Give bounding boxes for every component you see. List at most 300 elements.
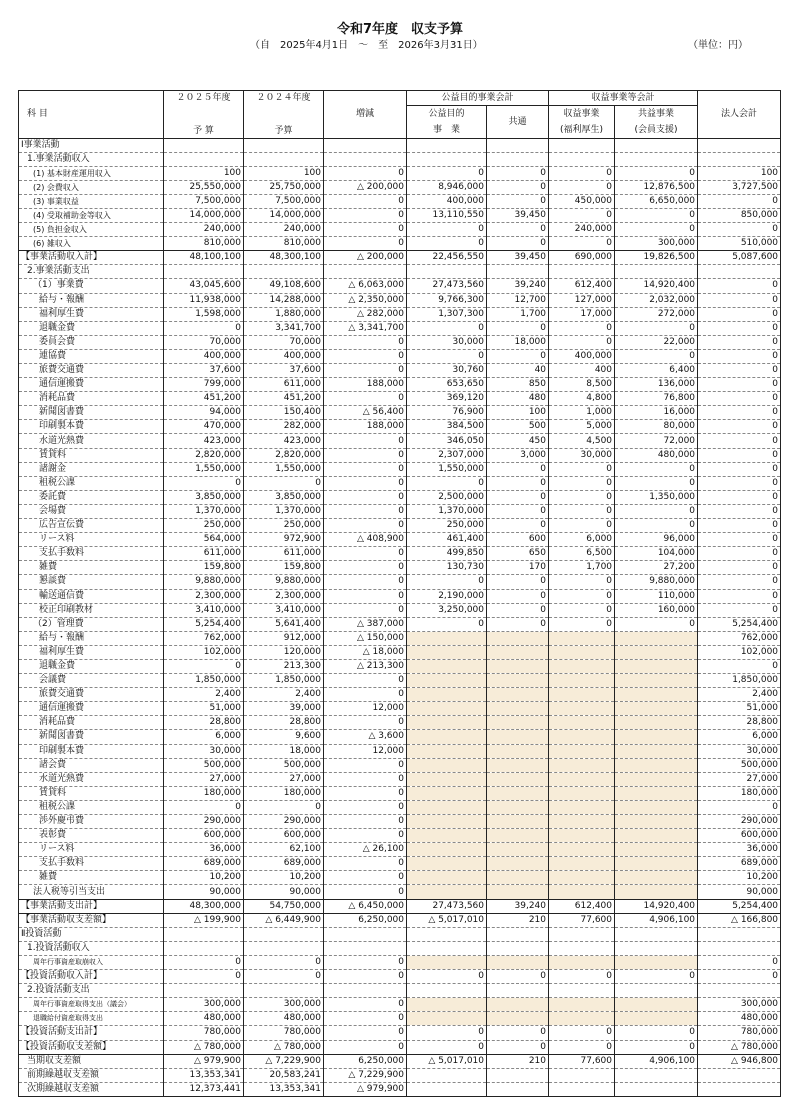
common-cell: [487, 152, 549, 166]
corporate-cell: 1,850,000: [698, 674, 781, 688]
profit-business-cell: 8,500: [549, 378, 615, 392]
corporate-cell: 100: [698, 166, 781, 180]
public-business-cell: 27,473,560: [407, 279, 487, 293]
public-business-cell: 0: [407, 970, 487, 984]
table-row: [19, 561, 781, 575]
table-row: [19, 1068, 781, 1082]
corporate-cell: [698, 1082, 781, 1096]
common-cell: [487, 659, 549, 673]
corporate-cell: 0: [698, 335, 781, 349]
public-business-cell: 8,946,000: [407, 180, 487, 194]
public-business-cell: [407, 829, 487, 843]
budget-2025-cell: 762,000: [164, 631, 244, 645]
public-business-cell: 130,730: [407, 561, 487, 575]
corporate-cell: 28,800: [698, 716, 781, 730]
table-row: [19, 984, 781, 998]
budget-2024-cell: 611,000: [244, 547, 324, 561]
difference-cell: 0: [324, 575, 407, 589]
table-row: [19, 885, 781, 899]
public-business-cell: 2,190,000: [407, 589, 487, 603]
difference-cell: △ 18,000: [324, 645, 407, 659]
public-business-cell: 1,370,000: [407, 504, 487, 518]
row-label: 福利厚生費: [19, 645, 164, 659]
difference-cell: 0: [324, 786, 407, 800]
table-row: [19, 533, 781, 547]
profit-business-cell: 0: [549, 335, 615, 349]
table-row: [19, 1026, 781, 1040]
row-label: 新聞図書費: [19, 730, 164, 744]
mutual-business-cell: 0: [615, 349, 698, 363]
table-row: [19, 702, 781, 716]
public-business-cell: 0: [407, 321, 487, 335]
budget-2024-cell: 18,000: [244, 744, 324, 758]
corporate-cell: 850,000: [698, 208, 781, 222]
table-row: [19, 631, 781, 645]
common-cell: [487, 744, 549, 758]
table-row: [19, 406, 781, 420]
table-row: [19, 378, 781, 392]
header-subject: 科 目: [19, 91, 164, 139]
profit-business-cell: 30,000: [549, 448, 615, 462]
public-business-cell: [407, 815, 487, 829]
difference-cell: 0: [324, 392, 407, 406]
difference-cell: △ 7,229,900: [324, 1068, 407, 1082]
mutual-business-cell: [615, 1082, 698, 1096]
common-cell: 18,000: [487, 335, 549, 349]
difference-cell: △ 200,000: [324, 180, 407, 194]
common-cell: 39,450: [487, 208, 549, 222]
common-cell: 0: [487, 1026, 549, 1040]
public-business-cell: [407, 631, 487, 645]
profit-business-cell: [549, 829, 615, 843]
corporate-cell: 3,727,500: [698, 180, 781, 194]
budget-2025-cell: 3,410,000: [164, 603, 244, 617]
common-cell: 0: [487, 321, 549, 335]
mutual-business-cell: 480,000: [615, 448, 698, 462]
corporate-cell: 0: [698, 970, 781, 984]
header-public-group: 公益目的事業会計: [407, 91, 549, 106]
common-cell: 100: [487, 406, 549, 420]
difference-cell: △ 408,900: [324, 533, 407, 547]
corporate-cell: 102,000: [698, 645, 781, 659]
corporate-cell: 2,400: [698, 688, 781, 702]
mutual-business-cell: [615, 885, 698, 899]
profit-business-cell: 77,600: [549, 913, 615, 927]
mutual-business-cell: 0: [615, 223, 698, 237]
table-row: [19, 237, 781, 251]
budget-2024-cell: 28,800: [244, 716, 324, 730]
mutual-business-cell: [615, 659, 698, 673]
budget-2025-cell: 689,000: [164, 857, 244, 871]
corporate-cell: 51,000: [698, 702, 781, 716]
public-business-cell: [407, 955, 487, 969]
public-business-cell: [407, 857, 487, 871]
profit-business-cell: [549, 730, 615, 744]
difference-cell: 0: [324, 223, 407, 237]
common-cell: 3,000: [487, 448, 549, 462]
difference-cell: 0: [324, 998, 407, 1012]
difference-cell: 0: [324, 237, 407, 251]
budget-2025-cell: [164, 941, 244, 955]
header-profit-business-sub: (福利厚生): [549, 122, 615, 138]
table-row: [19, 871, 781, 885]
corporate-cell: 762,000: [698, 631, 781, 645]
row-label: 2.事業活動支出: [19, 265, 164, 279]
common-cell: 0: [487, 223, 549, 237]
budget-2025-cell: 2,300,000: [164, 589, 244, 603]
profit-business-cell: [549, 871, 615, 885]
common-cell: [487, 815, 549, 829]
public-business-cell: 384,500: [407, 420, 487, 434]
corporate-cell: 300,000: [698, 998, 781, 1012]
table-row: [19, 434, 781, 448]
difference-cell: 0: [324, 1012, 407, 1026]
corporate-cell: 27,000: [698, 772, 781, 786]
budget-2025-cell: 94,000: [164, 406, 244, 420]
profit-business-cell: 0: [549, 504, 615, 518]
budget-2025-cell: 470,000: [164, 420, 244, 434]
common-cell: [487, 674, 549, 688]
table-row: [19, 645, 781, 659]
corporate-cell: 0: [698, 349, 781, 363]
mutual-business-cell: 0: [615, 166, 698, 180]
corporate-cell: 6,000: [698, 730, 781, 744]
budget-2024-cell: 300,000: [244, 998, 324, 1012]
row-label: 表彰費: [19, 829, 164, 843]
public-business-cell: 0: [407, 349, 487, 363]
row-label: 退職給付資産取得支出: [19, 1012, 164, 1026]
row-label: 校正印刷教材: [19, 603, 164, 617]
budget-2025-cell: 0: [164, 476, 244, 490]
mutual-business-cell: [615, 829, 698, 843]
mutual-business-cell: 0: [615, 519, 698, 533]
public-business-cell: 2,307,000: [407, 448, 487, 462]
common-cell: 600: [487, 533, 549, 547]
corporate-cell: 0: [698, 321, 781, 335]
mutual-business-cell: [615, 645, 698, 659]
budget-2024-cell: 9,600: [244, 730, 324, 744]
common-cell: [487, 885, 549, 899]
public-business-cell: 0: [407, 223, 487, 237]
profit-business-cell: 0: [549, 603, 615, 617]
mutual-business-cell: [615, 1068, 698, 1082]
corporate-cell: 0: [698, 434, 781, 448]
profit-business-cell: [549, 772, 615, 786]
row-label: 雑費: [19, 871, 164, 885]
corporate-cell: 0: [698, 392, 781, 406]
budget-2025-cell: 28,800: [164, 716, 244, 730]
budget-2024-cell: 3,410,000: [244, 603, 324, 617]
mutual-business-cell: [615, 772, 698, 786]
budget-2025-cell: 400,000: [164, 349, 244, 363]
mutual-business-cell: 27,200: [615, 561, 698, 575]
profit-business-cell: 0: [549, 1040, 615, 1054]
mutual-business-cell: [615, 955, 698, 969]
profit-business-cell: [549, 631, 615, 645]
header-2024-budget: 予算: [244, 106, 324, 139]
mutual-business-cell: 0: [615, 321, 698, 335]
profit-business-cell: [549, 1082, 615, 1096]
public-business-cell: [407, 265, 487, 279]
mutual-business-cell: 12,876,500: [615, 180, 698, 194]
profit-business-cell: [549, 265, 615, 279]
table-row: [19, 152, 781, 166]
public-business-cell: 461,400: [407, 533, 487, 547]
budget-2024-cell: 54,750,000: [244, 899, 324, 913]
budget-2024-cell: 25,750,000: [244, 180, 324, 194]
budget-2024-cell: 480,000: [244, 1012, 324, 1026]
budget-2024-cell: [244, 941, 324, 955]
difference-cell: 12,000: [324, 744, 407, 758]
common-cell: 0: [487, 237, 549, 251]
budget-2024-cell: 1,850,000: [244, 674, 324, 688]
corporate-cell: 500,000: [698, 758, 781, 772]
mutual-business-cell: 4,906,100: [615, 913, 698, 927]
row-label: 退職金費: [19, 659, 164, 673]
profit-business-cell: [549, 998, 615, 1012]
fiscal-period: （自 2025年4月1日 ～ 至 2026年3月31日）: [250, 40, 483, 51]
budget-2025-cell: 3,850,000: [164, 490, 244, 504]
row-label: 1.投資活動収入: [19, 941, 164, 955]
row-label: 諸会費: [19, 758, 164, 772]
common-cell: 0: [487, 194, 549, 208]
public-business-cell: [407, 702, 487, 716]
header-mutual-business: 共益事業: [615, 106, 698, 122]
corporate-cell: [698, 265, 781, 279]
table-row: [19, 730, 781, 744]
row-label: 2.投資活動支出: [19, 984, 164, 998]
row-label: （2）管理費: [19, 617, 164, 631]
corporate-cell: 0: [698, 490, 781, 504]
budget-2025-cell: 2,400: [164, 688, 244, 702]
common-cell: 0: [487, 490, 549, 504]
budget-2024-cell: 0: [244, 476, 324, 490]
row-label: 旅費交通費: [19, 688, 164, 702]
mutual-business-cell: 76,800: [615, 392, 698, 406]
common-cell: [487, 871, 549, 885]
row-label: 周年行事資産取崩収入: [19, 955, 164, 969]
budget-2024-cell: △ 7,229,900: [244, 1054, 324, 1068]
common-cell: 0: [487, 180, 549, 194]
corporate-cell: 0: [698, 476, 781, 490]
budget-2024-cell: [244, 152, 324, 166]
budget-2025-cell: 0: [164, 659, 244, 673]
public-business-cell: 76,900: [407, 406, 487, 420]
difference-cell: 188,000: [324, 378, 407, 392]
table-row: [19, 575, 781, 589]
table-row: [19, 166, 781, 180]
common-cell: [487, 1068, 549, 1082]
corporate-cell: 510,000: [698, 237, 781, 251]
budget-2024-cell: 240,000: [244, 223, 324, 237]
budget-2024-cell: 70,000: [244, 335, 324, 349]
difference-cell: 0: [324, 208, 407, 222]
budget-2025-cell: 1,370,000: [164, 504, 244, 518]
difference-cell: △ 6,063,000: [324, 279, 407, 293]
difference-cell: 0: [324, 815, 407, 829]
difference-cell: 0: [324, 970, 407, 984]
budget-2025-cell: 30,000: [164, 744, 244, 758]
common-cell: [487, 955, 549, 969]
corporate-cell: 0: [698, 519, 781, 533]
profit-business-cell: 0: [549, 208, 615, 222]
budget-2024-cell: 159,800: [244, 561, 324, 575]
budget-2024-cell: 3,341,700: [244, 321, 324, 335]
public-business-cell: [407, 1012, 487, 1026]
budget-2025-cell: 70,000: [164, 335, 244, 349]
table-row: [19, 857, 781, 871]
table-row: [19, 674, 781, 688]
public-business-cell: [407, 786, 487, 800]
corporate-cell: [698, 941, 781, 955]
common-cell: [487, 786, 549, 800]
corporate-cell: 0: [698, 800, 781, 814]
row-label: 消耗品費: [19, 716, 164, 730]
mutual-business-cell: 300,000: [615, 237, 698, 251]
row-label: 【投資活動収入計】: [19, 970, 164, 984]
budget-2024-cell: 912,000: [244, 631, 324, 645]
corporate-cell: △ 166,800: [698, 913, 781, 927]
corporate-cell: 600,000: [698, 829, 781, 843]
difference-cell: 12,000: [324, 702, 407, 716]
common-cell: 1,700: [487, 307, 549, 321]
public-business-cell: [407, 716, 487, 730]
corporate-cell: 0: [698, 307, 781, 321]
budget-2025-cell: 564,000: [164, 533, 244, 547]
difference-cell: 0: [324, 476, 407, 490]
budget-2024-cell: [244, 927, 324, 941]
budget-2025-cell: 1,598,000: [164, 307, 244, 321]
budget-2024-cell: 150,400: [244, 406, 324, 420]
public-business-cell: [407, 744, 487, 758]
budget-2024-cell: 100: [244, 166, 324, 180]
row-label: 支払手数料: [19, 547, 164, 561]
budget-2024-cell: 14,000,000: [244, 208, 324, 222]
public-business-cell: [407, 998, 487, 1012]
profit-business-cell: [549, 857, 615, 871]
profit-business-cell: [549, 688, 615, 702]
table-row: [19, 547, 781, 561]
row-label: 前期繰越収支差額: [19, 1068, 164, 1082]
public-business-cell: 9,766,300: [407, 293, 487, 307]
row-label: (2) 会費収入: [19, 180, 164, 194]
corporate-cell: [698, 927, 781, 941]
mutual-business-cell: [615, 688, 698, 702]
profit-business-cell: 6,500: [549, 547, 615, 561]
header-public-business-sub: 事 業: [407, 122, 487, 138]
mutual-business-cell: 4,906,100: [615, 1054, 698, 1068]
difference-cell: 0: [324, 1040, 407, 1054]
common-cell: 39,240: [487, 279, 549, 293]
difference-cell: 0: [324, 547, 407, 561]
budget-2025-cell: 6,000: [164, 730, 244, 744]
budget-2025-cell: 0: [164, 800, 244, 814]
budget-2024-cell: 400,000: [244, 349, 324, 363]
mutual-business-cell: 0: [615, 1040, 698, 1054]
budget-2025-cell: 799,000: [164, 378, 244, 392]
mutual-business-cell: [615, 800, 698, 814]
budget-2025-cell: 451,200: [164, 392, 244, 406]
budget-2024-cell: 9,880,000: [244, 575, 324, 589]
budget-2025-cell: [164, 152, 244, 166]
difference-cell: 0: [324, 688, 407, 702]
mutual-business-cell: 22,000: [615, 335, 698, 349]
corporate-cell: 5,254,400: [698, 617, 781, 631]
mutual-business-cell: 0: [615, 208, 698, 222]
profit-business-cell: 0: [549, 617, 615, 631]
profit-business-cell: [549, 1012, 615, 1026]
difference-cell: 0: [324, 857, 407, 871]
common-cell: 0: [487, 970, 549, 984]
common-cell: 170: [487, 561, 549, 575]
budget-2025-cell: 36,000: [164, 843, 244, 857]
budget-2024-cell: 810,000: [244, 237, 324, 251]
common-cell: [487, 645, 549, 659]
mutual-business-cell: 96,000: [615, 533, 698, 547]
difference-cell: 0: [324, 349, 407, 363]
corporate-cell: 10,200: [698, 871, 781, 885]
profit-business-cell: [549, 758, 615, 772]
profit-business-cell: 0: [549, 1026, 615, 1040]
common-cell: 210: [487, 913, 549, 927]
corporate-cell: △ 780,000: [698, 1040, 781, 1054]
common-cell: [487, 702, 549, 716]
row-label: 諸謝金: [19, 462, 164, 476]
common-cell: [487, 758, 549, 772]
row-label: 消耗品費: [19, 392, 164, 406]
common-cell: 39,240: [487, 899, 549, 913]
budget-2024-cell: 1,550,000: [244, 462, 324, 476]
mutual-business-cell: [615, 786, 698, 800]
row-label: 賃貸料: [19, 786, 164, 800]
mutual-business-cell: 9,880,000: [615, 575, 698, 589]
table-row: [19, 617, 781, 631]
difference-cell: [324, 152, 407, 166]
budget-2024-cell: 780,000: [244, 1026, 324, 1040]
corporate-cell: 0: [698, 561, 781, 575]
common-cell: [487, 730, 549, 744]
difference-cell: 0: [324, 519, 407, 533]
difference-cell: [324, 941, 407, 955]
profit-business-cell: 6,000: [549, 533, 615, 547]
budget-2025-cell: △ 780,000: [164, 1040, 244, 1054]
corporate-cell: 36,000: [698, 843, 781, 857]
budget-2025-cell: 27,000: [164, 772, 244, 786]
profit-business-cell: 77,600: [549, 1054, 615, 1068]
profit-business-cell: [549, 702, 615, 716]
common-cell: 0: [487, 589, 549, 603]
difference-cell: 0: [324, 194, 407, 208]
budget-2025-cell: 100: [164, 166, 244, 180]
difference-cell: 0: [324, 1026, 407, 1040]
common-cell: [487, 688, 549, 702]
difference-cell: △ 150,000: [324, 631, 407, 645]
budget-2025-cell: 810,000: [164, 237, 244, 251]
common-cell: 40: [487, 364, 549, 378]
profit-business-cell: 450,000: [549, 194, 615, 208]
difference-cell: △ 979,900: [324, 1082, 407, 1096]
budget-2025-cell: △ 199,900: [164, 913, 244, 927]
corporate-cell: [698, 152, 781, 166]
budget-2025-cell: 250,000: [164, 519, 244, 533]
table-row: [19, 251, 781, 265]
table-row: [19, 970, 781, 984]
profit-business-cell: 0: [549, 166, 615, 180]
table-row: [19, 490, 781, 504]
table-row: [19, 998, 781, 1012]
public-business-cell: 0: [407, 166, 487, 180]
common-cell: 0: [487, 504, 549, 518]
